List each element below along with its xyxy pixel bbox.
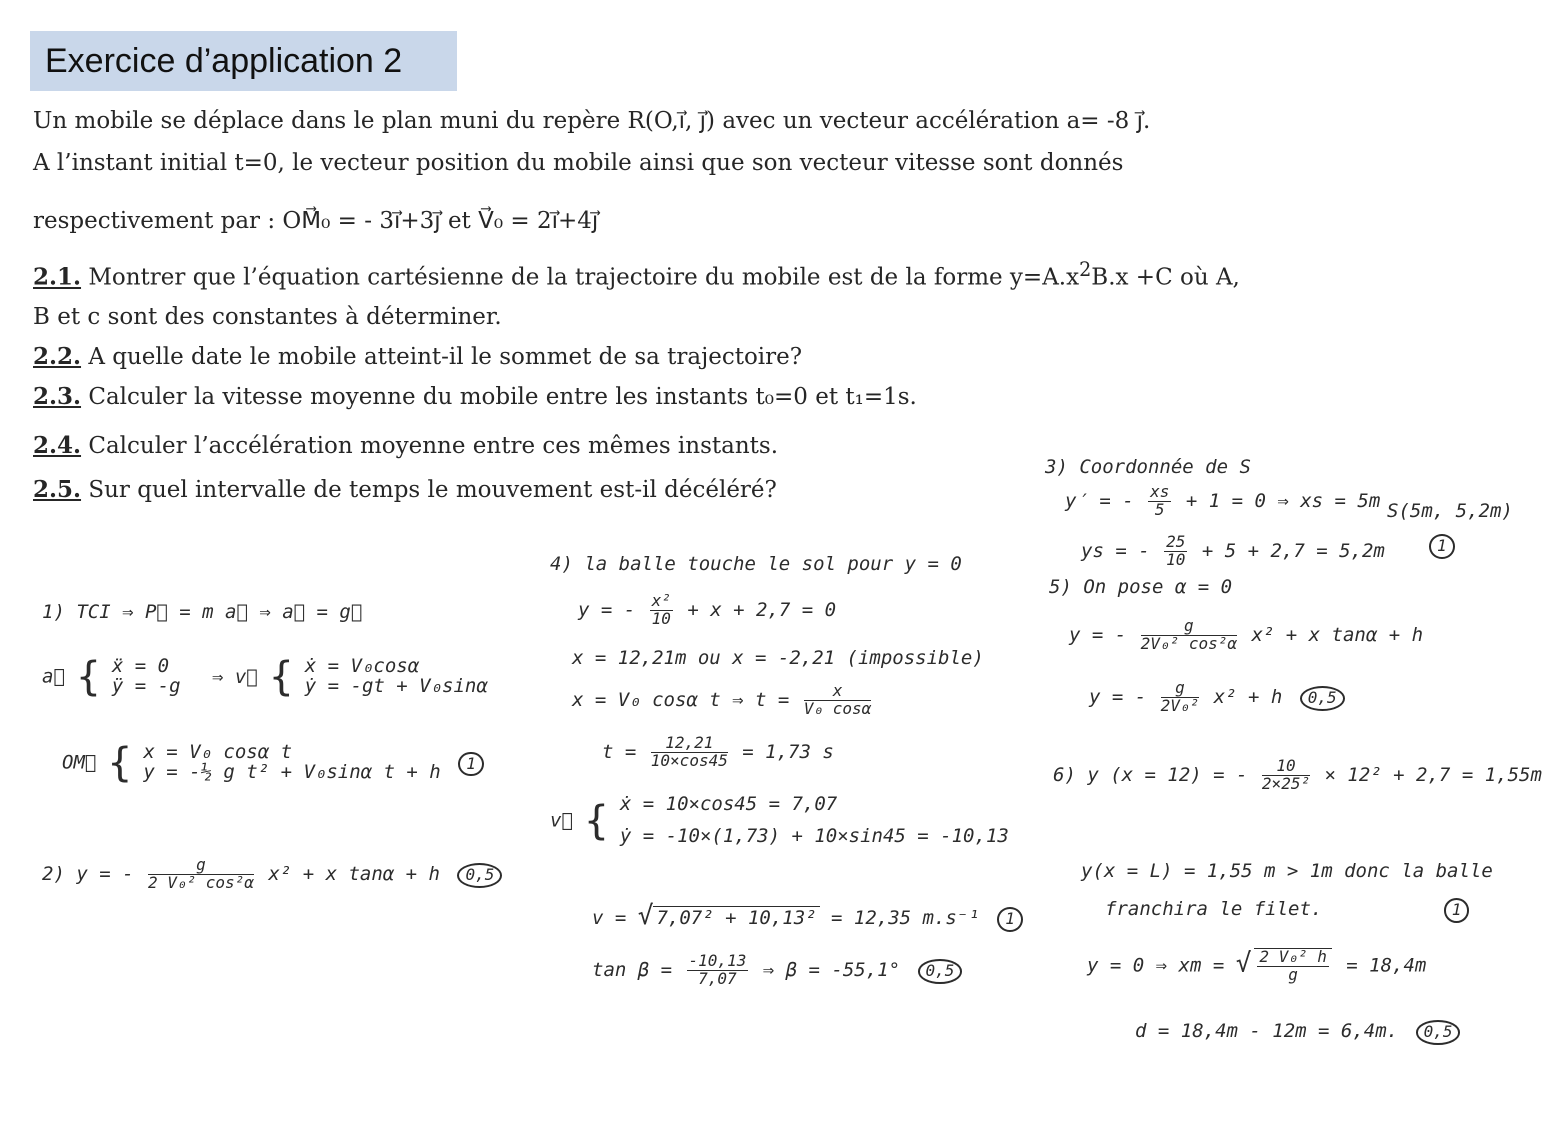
question-number: 2.5. bbox=[33, 476, 82, 503]
acceleration-system bbox=[42, 654, 488, 700]
denominator: 7,07 bbox=[698, 968, 737, 988]
ground-equation bbox=[578, 593, 836, 628]
question-2-1 bbox=[33, 258, 1240, 291]
question-text-cont: B.x +C où A, bbox=[1091, 264, 1240, 291]
sqrt-sign: √ bbox=[637, 901, 654, 931]
brace: { bbox=[584, 797, 609, 844]
fraction bbox=[1262, 758, 1310, 793]
question-2-3 bbox=[33, 383, 917, 410]
equation-lead: 6) y (x = 12) = - bbox=[1053, 763, 1248, 786]
question-text: Calculer la vitesse moyenne du mobile entre les instants t₀=0 et t₁=1s. bbox=[88, 384, 917, 410]
fraction bbox=[1161, 680, 1200, 715]
summit-height bbox=[1081, 534, 1385, 569]
time-value bbox=[602, 735, 834, 770]
equation-lead: 2) y = - bbox=[42, 862, 134, 885]
fraction bbox=[651, 735, 728, 770]
velocity-system bbox=[550, 795, 1009, 847]
equation-lead: y′ = - bbox=[1065, 489, 1134, 512]
slide-title: Exercice d’application 2 bbox=[30, 31, 457, 91]
denominator: 5 bbox=[1154, 499, 1165, 519]
solution-step-5: 5) On pose α = 0 bbox=[1049, 576, 1233, 598]
net-conclusion-2 bbox=[1105, 898, 1469, 923]
trajectory-equation bbox=[42, 857, 502, 892]
fraction bbox=[148, 857, 254, 892]
fraction bbox=[804, 683, 871, 718]
grade-mark: 0,5 bbox=[918, 959, 963, 984]
question-2-5 bbox=[33, 476, 777, 503]
grade-mark: 0,5 bbox=[1300, 686, 1345, 711]
numerator: 10 bbox=[1262, 758, 1310, 776]
statement-line-2: A l’instant initial t=0, le vecteur position du mobile ainsi que son vecteur vitesse sont donnés bbox=[33, 150, 1124, 176]
numerator: g bbox=[148, 857, 254, 875]
denominator: g bbox=[1288, 964, 1298, 984]
sqrt-sign: √ bbox=[1235, 948, 1252, 979]
denominator: 10 bbox=[651, 608, 671, 628]
velocity-y: ẏ = -10×(1,73) + 10×sin45 = -10,13 bbox=[619, 824, 1009, 847]
velocity-arrow: ⇒ v⃗ bbox=[211, 665, 258, 688]
denominator: 2×25² bbox=[1261, 773, 1311, 793]
roots: x = 12,21m ou x = -2,21 (impossible) bbox=[572, 647, 984, 669]
equation-tail: + 1 = 0 ⇒ xs = 5m bbox=[1185, 489, 1381, 512]
velocity-label: v⃗ bbox=[550, 809, 573, 832]
equation-alpha-zero bbox=[1069, 618, 1423, 653]
question-2-4 bbox=[33, 432, 778, 459]
fraction bbox=[1254, 948, 1331, 984]
equation-result: ⇒ β = -55,1° bbox=[762, 958, 901, 981]
velocity-x: ẋ = 10×cos45 = 7,07 bbox=[619, 793, 838, 815]
grade-mark: 0,5 bbox=[457, 863, 502, 888]
equation-lead: y = 0 ⇒ xm = bbox=[1087, 954, 1225, 977]
position-system bbox=[62, 740, 484, 786]
position-x: x = V₀ cosα t bbox=[143, 741, 293, 764]
fraction bbox=[650, 593, 673, 628]
equation-tail: + 5 + 2,7 = 5,2m bbox=[1201, 539, 1385, 562]
grade-mark: 1 bbox=[997, 907, 1023, 932]
grade-mark: 1 bbox=[1444, 898, 1470, 923]
question-number: 2.1. bbox=[33, 263, 82, 291]
landing-distance bbox=[1087, 948, 1426, 984]
numerator: x bbox=[804, 683, 871, 701]
equation-result: = 18,4m bbox=[1346, 954, 1427, 977]
statement-line-1: Un mobile se déplace dans le plan muni du repère R(O,i⃗, j⃗) avec un vecteur accélération a= -8 j⃗. bbox=[33, 108, 1151, 134]
denominator: 10 bbox=[1166, 549, 1186, 569]
grade-mark: 1 bbox=[458, 752, 484, 777]
brace: { bbox=[107, 740, 132, 786]
angle-value bbox=[592, 953, 962, 988]
numerator: 12,21 bbox=[651, 735, 728, 753]
fraction bbox=[1141, 618, 1237, 653]
sqrt-content: 7,07² + 10,13² bbox=[653, 906, 819, 929]
numerator: g bbox=[1141, 618, 1237, 636]
equation-tail: x² + h bbox=[1213, 685, 1283, 708]
acceleration-label: a⃗ bbox=[42, 665, 65, 688]
handwritten-solution-middle bbox=[550, 555, 1030, 1015]
question-text: Calculer l’accélération moyenne entre ces mêmes instants. bbox=[88, 433, 779, 459]
speed-value bbox=[592, 903, 1023, 932]
numerator: x² bbox=[651, 591, 671, 610]
denominator: 2V₀² cos²α bbox=[1140, 633, 1237, 653]
equation-lead: t = bbox=[602, 740, 637, 763]
grade-mark-wrap bbox=[1423, 534, 1455, 559]
brace: { bbox=[269, 654, 294, 700]
fraction bbox=[687, 953, 749, 988]
equation-lead: tan β = bbox=[592, 958, 673, 981]
equation-lead: ys = - bbox=[1081, 539, 1150, 562]
equation-lead: v = bbox=[592, 907, 627, 929]
grade-mark: 0,5 bbox=[1416, 1020, 1461, 1045]
question-text: A quelle date le mobile atteint-il le sommet de sa trajectoire? bbox=[88, 344, 803, 370]
equation-result: = 12,35 m.s⁻¹ bbox=[831, 907, 980, 929]
distance-result bbox=[1135, 1020, 1460, 1045]
fraction bbox=[1164, 534, 1187, 569]
handwritten-solution-left bbox=[42, 595, 502, 935]
solution-step-1: 1) TCI ⇒ P⃗ = m a⃗ ⇒ a⃗ = g⃗ bbox=[42, 601, 363, 623]
fraction bbox=[1148, 484, 1171, 519]
solution-step-3: 3) Coordonnée de S bbox=[1045, 456, 1251, 478]
denominator: V₀ cosα bbox=[803, 698, 872, 718]
equation-tail: x² + x tanα + h bbox=[268, 862, 440, 885]
solution-step-4: 4) la balle touche le sol pour y = 0 bbox=[550, 553, 962, 575]
exponent: 2 bbox=[1079, 258, 1092, 281]
denominator: 2V₀² bbox=[1160, 695, 1200, 715]
net-conclusion: y(x = L) = 1,55 m > 1m donc la balle bbox=[1081, 860, 1493, 882]
net-text: franchira le filet. bbox=[1105, 898, 1323, 920]
velocity-y: ẏ = -gt + V₀sinα bbox=[304, 675, 488, 697]
question-number: 2.3. bbox=[33, 383, 82, 410]
position-label: OM⃗ bbox=[62, 751, 97, 774]
equation-simplified bbox=[1089, 680, 1345, 715]
velocity-x: ẋ = V₀cosα bbox=[304, 655, 420, 678]
summit-derivative bbox=[1065, 484, 1380, 519]
numerator: 2 V₀² h bbox=[1259, 947, 1327, 966]
question-text: Sur quel intervalle de temps le mouvement est-il décéléré? bbox=[88, 477, 777, 503]
equation-tail: + x + 2,7 = 0 bbox=[687, 598, 837, 621]
equation-tail: × 12² + 2,7 = 1,55m bbox=[1324, 763, 1542, 786]
solution-step-6 bbox=[1053, 758, 1542, 793]
question-number: 2.2. bbox=[33, 343, 82, 370]
equation-tail: x² + x tanα + h bbox=[1251, 623, 1424, 646]
time-equation bbox=[572, 683, 874, 718]
acceleration-y: ÿ = -g bbox=[111, 675, 181, 697]
question-text: Montrer que l’équation cartésienne de la trajectoire du mobile est de la forme y=A.x bbox=[88, 264, 1080, 291]
numerator: 25 bbox=[1166, 532, 1186, 551]
denominator: 10×cos45 bbox=[650, 750, 728, 770]
statement-line-3: respectivement par : OM⃗₀ = - 3i⃗+3j⃗ et V⃗₀ = 2i⃗+4j⃗ bbox=[33, 208, 599, 234]
question-number: 2.4. bbox=[33, 432, 82, 459]
grade-mark: 1 bbox=[1429, 534, 1455, 559]
equation-result: = 1,73 s bbox=[742, 740, 834, 763]
equation-lead: x = V₀ cosα t ⇒ t = bbox=[572, 688, 790, 711]
position-y: y = -½ g t² + V₀sinα t + h bbox=[143, 761, 441, 783]
question-2-2 bbox=[33, 343, 802, 370]
handwritten-solution-right bbox=[1045, 456, 1542, 1058]
summit-point: S(5m, 5,2m) bbox=[1387, 500, 1513, 522]
equation-lead: y = - bbox=[1089, 685, 1147, 708]
equation-lead: y = - bbox=[1069, 623, 1127, 646]
brace: { bbox=[76, 654, 101, 700]
numerator: xs bbox=[1150, 482, 1170, 501]
numerator: -10,13 bbox=[688, 951, 747, 970]
distance-text: d = 18,4m - 12m = 6,4m. bbox=[1135, 1020, 1399, 1042]
equation-lead: y = - bbox=[578, 598, 636, 621]
denominator: 2 V₀² cos²α bbox=[147, 872, 254, 892]
numerator: g bbox=[1161, 680, 1200, 698]
question-2-1-continued: B et c sont des constantes à déterminer. bbox=[33, 304, 502, 330]
acceleration-x: ẍ = 0 bbox=[111, 655, 170, 678]
